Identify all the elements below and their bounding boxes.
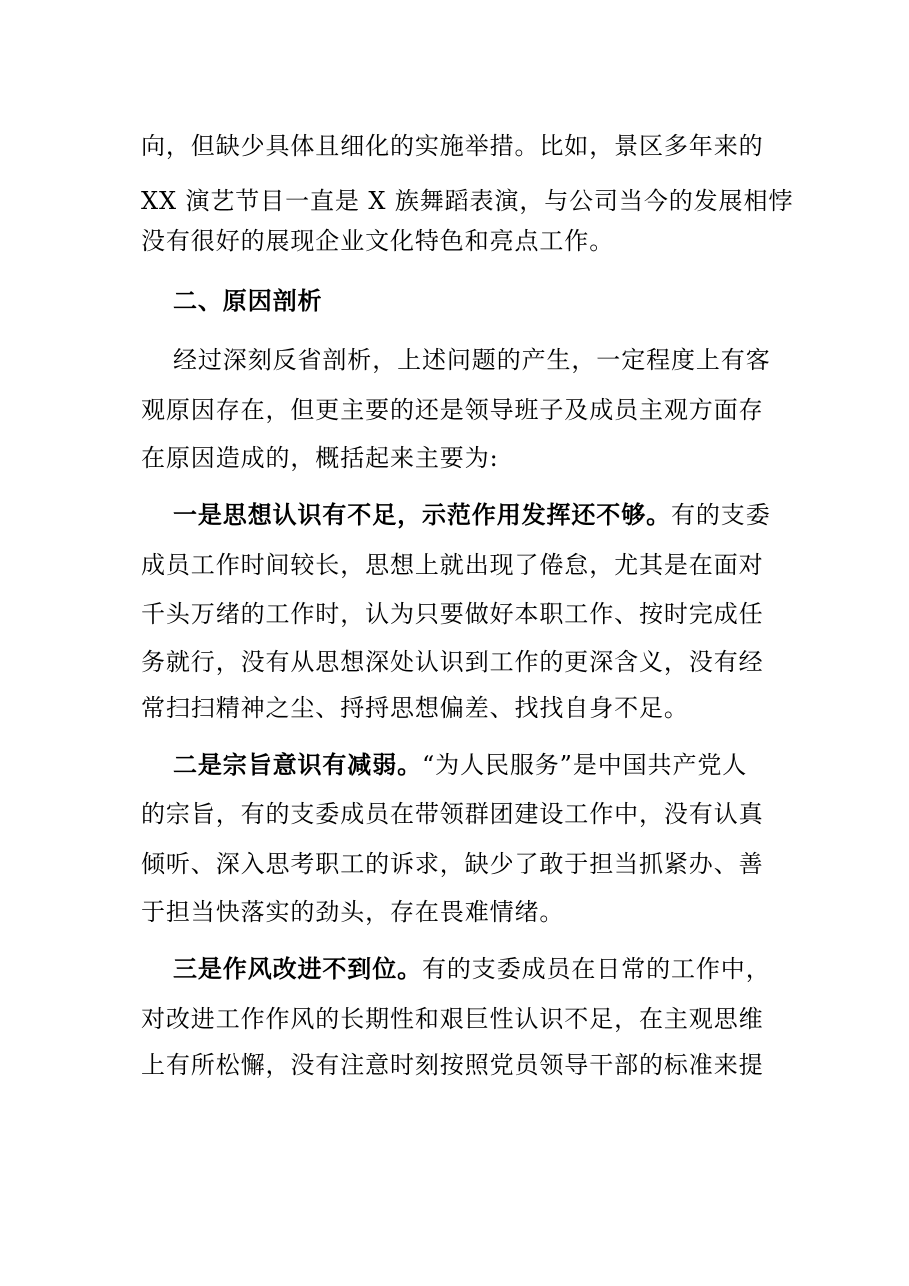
paragraph-line: 没有很好的展现企业文化特色和亮点工作。 — [141, 227, 615, 255]
paragraph-first-line — [173, 501, 813, 529]
paragraph-line: 常扫扫精神之尘、捋捋思想偏差、找找自身不足。 — [141, 694, 689, 722]
paragraph-line: 经过深刻反省剖析，上述问题的产生，一定程度上有客 — [173, 346, 771, 374]
paragraph-line: 观原因存在，但更主要的还是领导班子及成员主观方面存 — [141, 396, 764, 424]
paragraph-line: 务就行，没有从思想深处认识到工作的更深含义，没有经 — [141, 648, 764, 676]
bold-lead: 一是思想认识有不足，示范作用发挥还不够。 — [173, 500, 671, 529]
paragraph-line: 在原因造成的，概括起来主要为: — [141, 444, 499, 472]
paragraph-line: XX 演艺节目一直是 X 族舞蹈表演，与公司当今的发展相悖 — [141, 187, 794, 215]
paragraph-line: 于担当快落实的劲头，存在畏难情绪。 — [141, 898, 565, 926]
bold-lead: 二是宗旨意识有减弱。 — [173, 750, 422, 779]
paragraph-line: 上有所松懈，没有注意时刻按照党员领导干部的标准来提 — [141, 1051, 764, 1079]
paragraph-line: 对改进工作作风的长期性和艰巨性认识不足，在主观思维 — [141, 1005, 764, 1033]
paragraph-line: 的宗旨，有的支委成员在带领群团建设工作中，没有认真 — [141, 800, 764, 828]
paragraph-text: “为人民服务”是中国共产党人 — [422, 751, 748, 779]
paragraph-line: 倾听、深入思考职工的诉求，缺少了敢于担当抓紧办、善 — [141, 850, 764, 878]
paragraph-first-line — [173, 751, 813, 779]
paragraph-line: 成员工作时间较长，思想上就出现了倦怠，尤其是在面对 — [141, 551, 764, 579]
section-heading: 二、原因剖析 — [173, 286, 323, 315]
paragraph-text: 有的支委成员在日常的工作中， — [422, 955, 771, 983]
paragraph-text: 有的支委 — [671, 501, 771, 529]
bold-lead: 三是作风改进不到位。 — [173, 954, 422, 983]
paragraph-line: 向，但缺少具体且细化的实施举措。比如，景区多年来的 — [141, 132, 764, 160]
paragraph-first-line — [173, 955, 813, 983]
paragraph-line: 千头万绪的工作时，认为只要做好本职工作、按时完成任 — [141, 600, 764, 628]
